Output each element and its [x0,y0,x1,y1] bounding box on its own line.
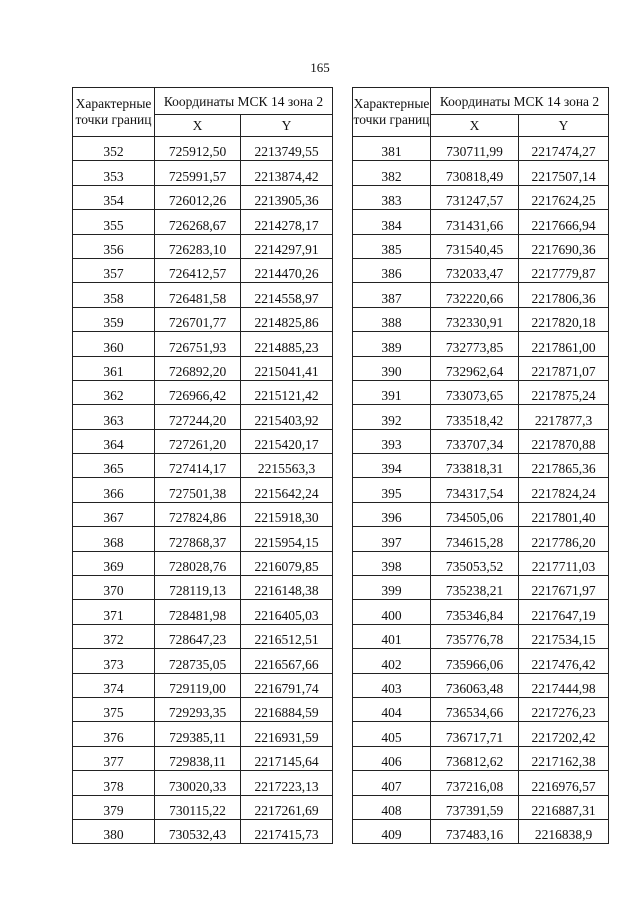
table-row [73,600,333,624]
y-coordinate: 2217624,25 [519,185,609,209]
x-coordinate: 728735,05 [155,649,241,673]
x-coordinate: 731540,45 [431,234,519,258]
point-number: 407 [353,771,431,795]
y-coordinate: 2214278,17 [241,210,333,234]
x-coordinate: 735776,78 [431,624,519,648]
table-row [353,527,609,551]
x-coordinate: 726012,26 [155,185,241,209]
table-row [73,551,333,575]
point-number: 356 [73,234,155,258]
point-number: 354 [73,185,155,209]
point-number: 368 [73,527,155,551]
coords-header: Координаты МСК 14 зона 2 [155,88,333,115]
y-coordinate: 2217261,69 [241,795,333,819]
point-number: 366 [73,478,155,502]
point-number: 388 [353,307,431,331]
table-row [353,478,609,502]
y-coordinate: 2215121,42 [241,380,333,404]
x-coordinate: 726268,67 [155,210,241,234]
table-row [73,478,333,502]
table-row [73,258,333,282]
y-coordinate: 2217666,94 [519,210,609,234]
x-coordinate: 727501,38 [155,478,241,502]
x-coordinate: 731431,66 [431,210,519,234]
table-row [353,283,609,307]
table-row [73,332,333,356]
x-coordinate: 736812,62 [431,746,519,770]
point-number: 362 [73,380,155,404]
y-coordinate: 2217162,38 [519,746,609,770]
y-coordinate: 2217671,97 [519,576,609,600]
table-row [73,746,333,770]
table-row [353,405,609,429]
coordinates-table-right [352,87,609,844]
point-number: 376 [73,722,155,746]
y-coordinate: 2214470,26 [241,258,333,282]
x-coordinate: 727244,20 [155,405,241,429]
point-number: 384 [353,210,431,234]
table-row [353,600,609,624]
point-number: 381 [353,137,431,161]
point-number: 383 [353,185,431,209]
table-row [73,380,333,404]
y-coordinate: 2216405,03 [241,600,333,624]
table-row [353,649,609,673]
table-row [353,551,609,575]
table-row [353,234,609,258]
table-row [73,234,333,258]
y-header: Y [241,115,333,137]
x-coordinate: 727414,17 [155,454,241,478]
x-coordinate: 736534,66 [431,697,519,721]
table-row [73,649,333,673]
y-coordinate: 2217415,73 [241,819,333,843]
y-coordinate: 2217806,36 [519,283,609,307]
point-number: 404 [353,697,431,721]
point-number: 369 [73,551,155,575]
x-coordinate: 732033,47 [431,258,519,282]
x-coordinate: 726412,57 [155,258,241,282]
x-coordinate: 730020,33 [155,771,241,795]
y-coordinate: 2217507,14 [519,161,609,185]
table-row [73,405,333,429]
y-coordinate: 2217690,36 [519,234,609,258]
point-number: 390 [353,356,431,380]
point-number: 361 [73,356,155,380]
coords-header: Координаты МСК 14 зона 2 [431,88,609,115]
table-row [353,332,609,356]
point-number: 403 [353,673,431,697]
y-coordinate: 2217877,3 [519,405,609,429]
y-coordinate: 2216512,51 [241,624,333,648]
point-number: 406 [353,746,431,770]
table-row [353,137,609,161]
point-number: 394 [353,454,431,478]
table-row [73,819,333,843]
point-number: 393 [353,429,431,453]
y-coordinate: 2217779,87 [519,258,609,282]
x-coordinate: 728481,98 [155,600,241,624]
point-number: 364 [73,429,155,453]
y-coordinate: 2214297,91 [241,234,333,258]
y-coordinate: 2215403,92 [241,405,333,429]
table-row [353,380,609,404]
point-number: 389 [353,332,431,356]
x-coordinate: 730532,43 [155,819,241,843]
point-number: 359 [73,307,155,331]
x-coordinate: 734505,06 [431,502,519,526]
point-number: 396 [353,502,431,526]
table-row [353,771,609,795]
table-body-right [353,137,609,844]
table-row [73,429,333,453]
point-number: 397 [353,527,431,551]
y-coordinate: 2217223,13 [241,771,333,795]
x-coordinate: 726751,93 [155,332,241,356]
points-header: Характерные точки границ [353,88,431,137]
table-row [73,771,333,795]
x-coordinate: 735238,21 [431,576,519,600]
y-coordinate: 2217202,42 [519,722,609,746]
y-coordinate: 2217534,15 [519,624,609,648]
y-coordinate: 2214885,23 [241,332,333,356]
point-number: 392 [353,405,431,429]
x-coordinate: 737483,16 [431,819,519,843]
point-number: 377 [73,746,155,770]
y-coordinate: 2217861,00 [519,332,609,356]
x-coordinate: 727824,86 [155,502,241,526]
point-number: 405 [353,722,431,746]
y-coordinate: 2217801,40 [519,502,609,526]
x-coordinate: 729838,11 [155,746,241,770]
table-row [353,356,609,380]
x-coordinate: 733818,31 [431,454,519,478]
table-row [353,819,609,843]
x-coordinate: 729119,00 [155,673,241,697]
point-number: 387 [353,283,431,307]
coordinates-table-left [72,87,333,844]
y-coordinate: 2217145,64 [241,746,333,770]
table-row [353,454,609,478]
point-number: 375 [73,697,155,721]
y-coordinate: 2217276,23 [519,697,609,721]
table-row [73,356,333,380]
y-coordinate: 2217476,42 [519,649,609,673]
y-coordinate: 2216884,59 [241,697,333,721]
x-header: X [431,115,519,137]
x-coordinate: 736063,48 [431,673,519,697]
x-coordinate: 737391,59 [431,795,519,819]
points-header: Характерные точки границ [73,88,155,137]
table-row [73,307,333,331]
x-coordinate: 729293,35 [155,697,241,721]
table-row [73,576,333,600]
y-coordinate: 2216887,31 [519,795,609,819]
point-number: 373 [73,649,155,673]
y-coordinate: 2217875,24 [519,380,609,404]
x-coordinate: 733707,34 [431,429,519,453]
x-coordinate: 726481,58 [155,283,241,307]
x-coordinate: 732962,64 [431,356,519,380]
x-coordinate: 727261,20 [155,429,241,453]
x-coordinate: 733518,42 [431,405,519,429]
table-row [73,137,333,161]
table-row [353,258,609,282]
table-row [73,673,333,697]
point-number: 408 [353,795,431,819]
y-coordinate: 2214558,97 [241,283,333,307]
point-number: 386 [353,258,431,282]
table-row [353,576,609,600]
x-coordinate: 725991,57 [155,161,241,185]
y-coordinate: 2216791,74 [241,673,333,697]
point-number: 365 [73,454,155,478]
x-coordinate: 728119,13 [155,576,241,600]
x-coordinate: 735966,06 [431,649,519,673]
table-row [73,795,333,819]
point-number: 380 [73,819,155,843]
y-coordinate: 2216931,59 [241,722,333,746]
x-coordinate: 732773,85 [431,332,519,356]
x-coordinate: 730711,99 [431,137,519,161]
x-coordinate: 726892,20 [155,356,241,380]
table-row [353,697,609,721]
y-header: Y [519,115,609,137]
y-coordinate: 2215041,41 [241,356,333,380]
y-coordinate: 2217786,20 [519,527,609,551]
point-number: 353 [73,161,155,185]
y-coordinate: 2216567,66 [241,649,333,673]
point-number: 400 [353,600,431,624]
table-body-left [73,137,333,844]
table-row [353,429,609,453]
table-row [73,161,333,185]
point-number: 374 [73,673,155,697]
y-coordinate: 2216148,38 [241,576,333,600]
point-number: 385 [353,234,431,258]
table-row [73,283,333,307]
y-coordinate: 2213905,36 [241,185,333,209]
table-row [353,795,609,819]
x-coordinate: 726701,77 [155,307,241,331]
table-row [353,307,609,331]
point-number: 395 [353,478,431,502]
y-coordinate: 2217820,18 [519,307,609,331]
x-coordinate: 727868,37 [155,527,241,551]
table-row [353,161,609,185]
point-number: 382 [353,161,431,185]
x-coordinate: 731247,57 [431,185,519,209]
table-row [73,722,333,746]
x-coordinate: 728028,76 [155,551,241,575]
point-number: 358 [73,283,155,307]
table-row [73,527,333,551]
page-number: 165 [310,60,330,75]
y-coordinate: 2217870,88 [519,429,609,453]
point-number: 367 [73,502,155,526]
table-row [73,454,333,478]
point-number: 355 [73,210,155,234]
point-number: 378 [73,771,155,795]
point-number: 399 [353,576,431,600]
y-coordinate: 2213874,42 [241,161,333,185]
point-number: 409 [353,819,431,843]
point-number: 402 [353,649,431,673]
x-coordinate: 736717,71 [431,722,519,746]
point-number: 371 [73,600,155,624]
table-row [353,502,609,526]
point-number: 363 [73,405,155,429]
y-coordinate: 2216838,9 [519,819,609,843]
y-coordinate: 2215918,30 [241,502,333,526]
point-number: 352 [73,137,155,161]
point-number: 360 [73,332,155,356]
x-coordinate: 732330,91 [431,307,519,331]
table-row [73,697,333,721]
y-coordinate: 2215563,3 [241,454,333,478]
table-row [73,502,333,526]
x-coordinate: 726283,10 [155,234,241,258]
y-coordinate: 2217871,07 [519,356,609,380]
table-row [73,185,333,209]
point-number: 357 [73,258,155,282]
y-coordinate: 2216079,85 [241,551,333,575]
y-coordinate: 2215954,15 [241,527,333,551]
x-coordinate: 737216,08 [431,771,519,795]
x-header: X [155,115,241,137]
y-coordinate: 2213749,55 [241,137,333,161]
x-coordinate: 730115,22 [155,795,241,819]
x-coordinate: 735053,52 [431,551,519,575]
y-coordinate: 2216976,57 [519,771,609,795]
x-coordinate: 725912,50 [155,137,241,161]
x-coordinate: 733073,65 [431,380,519,404]
x-coordinate: 729385,11 [155,722,241,746]
table-row [353,624,609,648]
table-row [73,624,333,648]
y-coordinate: 2217711,03 [519,551,609,575]
y-coordinate: 2215642,24 [241,478,333,502]
y-coordinate: 2217444,98 [519,673,609,697]
point-number: 370 [73,576,155,600]
y-coordinate: 2215420,17 [241,429,333,453]
table-row [353,210,609,234]
y-coordinate: 2217474,27 [519,137,609,161]
y-coordinate: 2214825,86 [241,307,333,331]
table-row [353,722,609,746]
point-number: 379 [73,795,155,819]
table-row [73,210,333,234]
x-coordinate: 735346,84 [431,600,519,624]
table-row [353,185,609,209]
y-coordinate: 2217647,19 [519,600,609,624]
table-row [353,746,609,770]
x-coordinate: 734317,54 [431,478,519,502]
x-coordinate: 730818,49 [431,161,519,185]
point-number: 398 [353,551,431,575]
y-coordinate: 2217824,24 [519,478,609,502]
x-coordinate: 734615,28 [431,527,519,551]
x-coordinate: 728647,23 [155,624,241,648]
point-number: 372 [73,624,155,648]
x-coordinate: 732220,66 [431,283,519,307]
table-row [353,673,609,697]
point-number: 391 [353,380,431,404]
y-coordinate: 2217865,36 [519,454,609,478]
point-number: 401 [353,624,431,648]
x-coordinate: 726966,42 [155,380,241,404]
